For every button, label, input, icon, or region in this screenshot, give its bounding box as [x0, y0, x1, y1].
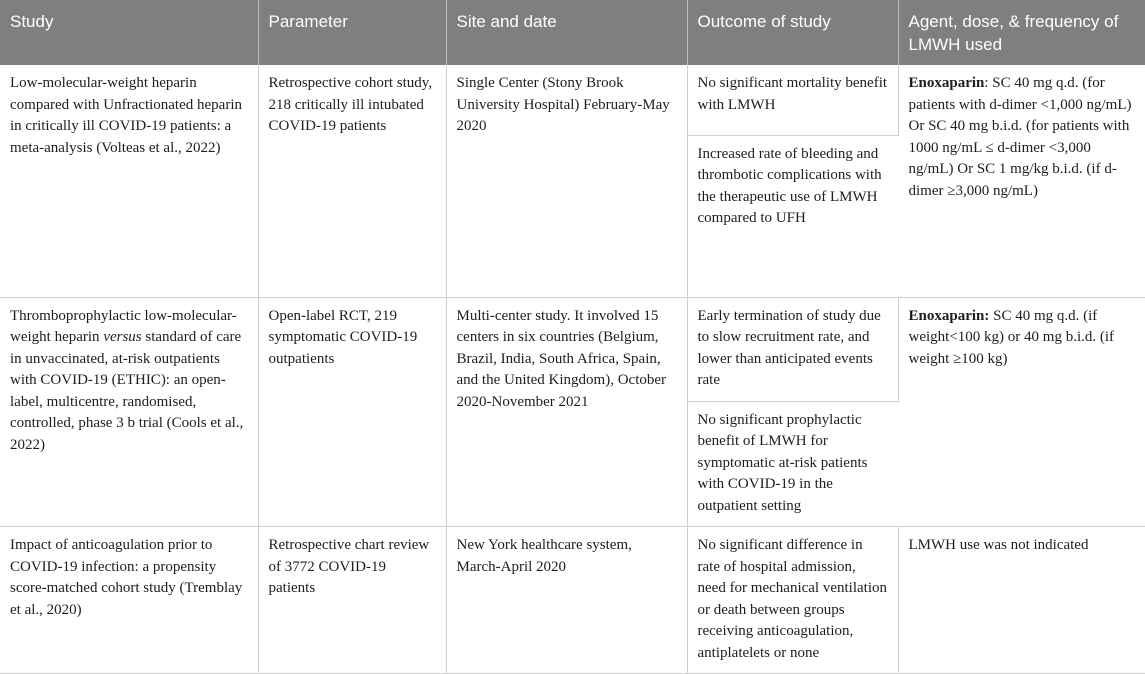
table-row: [0, 297, 1145, 401]
outcome-cell: No significant mortality benefit with LMWH: [687, 65, 898, 135]
outcome-cell: Early termination of study due to slow recruitment rate, and lower than anticipated events rate: [687, 297, 898, 401]
outcome-cell: Increased rate of bleeding and thrombotic complications with the therapeutic use of LMWH compared to UFH: [687, 135, 898, 297]
parameter-cell: Retrospective chart review of 3772 COVID-19 patients: [258, 527, 446, 674]
site-date-cell: New York healthcare system, March-April 2020: [446, 527, 687, 674]
header-site-date: Site and date: [446, 0, 687, 65]
study-cell: Low-molecular-weight heparin compared with Unfractionated heparin in critically ill COVID-19 patients: a meta-analysis (Volteas et al., 2022): [0, 65, 258, 297]
header-study: Study: [0, 0, 258, 65]
study-text: Thromboprophylactic low-molecular-weight heparin: [10, 307, 237, 345]
outcome-cell: No significant prophylactic benefit of LMWH for symptomatic at-risk patients with COVID-19 in the outpatient setting: [687, 401, 898, 527]
agent-dose-text: : SC 40 mg q.d. (for patients with d-dimer <1,000 ng/mL) Or SC 40 mg b.i.d. (for patients with 1000 ng/mL ≤ d-dimer <3,000 ng/mL) Or SC 1 mg/kg b.i.d. (if d-dimer ≥3,000 ng/mL): [908, 75, 1132, 199]
study-cell: Impact of anticoagulation prior to COVID-19 infection: a propensity score-matched cohort study (Tremblay et al., 2020): [0, 527, 258, 674]
site-date-cell: Multi-center study. It involved 15 centers in six countries (Belgium, Brazil, India, South Africa, Spain, and the United Kingdom), October 2020-November 2021: [446, 297, 687, 527]
header-parameter: Parameter: [258, 0, 446, 65]
table-row: [0, 527, 1145, 674]
study-text: standard of care in unvaccinated, at-risk outpatients with COVID-19 (ETHIC): an open-label, multicentre, randomised, controlled, phase 3 b trial (Cools et al., 2022): [10, 329, 244, 453]
table-header: [0, 0, 1145, 65]
header-row: [0, 0, 1145, 65]
agent-dose-cell: [898, 65, 1145, 297]
table-row: [0, 65, 1145, 135]
parameter-cell: Open-label RCT, 219 symptomatic COVID-19 outpatients: [258, 297, 446, 527]
agent-name: Enoxaparin:: [908, 307, 990, 324]
table-body: [0, 65, 1145, 674]
header-outcome: Outcome of study: [687, 0, 898, 65]
header-agent-dose: Agent, dose, & frequency of LMWH used: [898, 0, 1145, 65]
parameter-cell: Retrospective cohort study, 218 critically ill intubated COVID-19 patients: [258, 65, 446, 297]
study-text-italic: versus: [103, 329, 142, 345]
agent-name: Enoxaparin: [908, 75, 985, 91]
site-date-cell: Single Center (Stony Brook University Hospital) February-May 2020: [446, 65, 687, 297]
agent-dose-cell: [898, 297, 1145, 527]
agent-dose-cell: LMWH use was not indicated: [898, 527, 1145, 674]
outcome-cell: No significant difference in rate of hospital admission, need for mechanical ventilation or death between groups receiving anticoagulation, antiplatelets or none: [687, 527, 898, 674]
agent-dose-text: SC 40 mg q.d. (if weight<100 kg) or 40 mg b.i.d. (if weight ≥100 kg): [908, 307, 1115, 367]
study-cell: [0, 297, 258, 527]
